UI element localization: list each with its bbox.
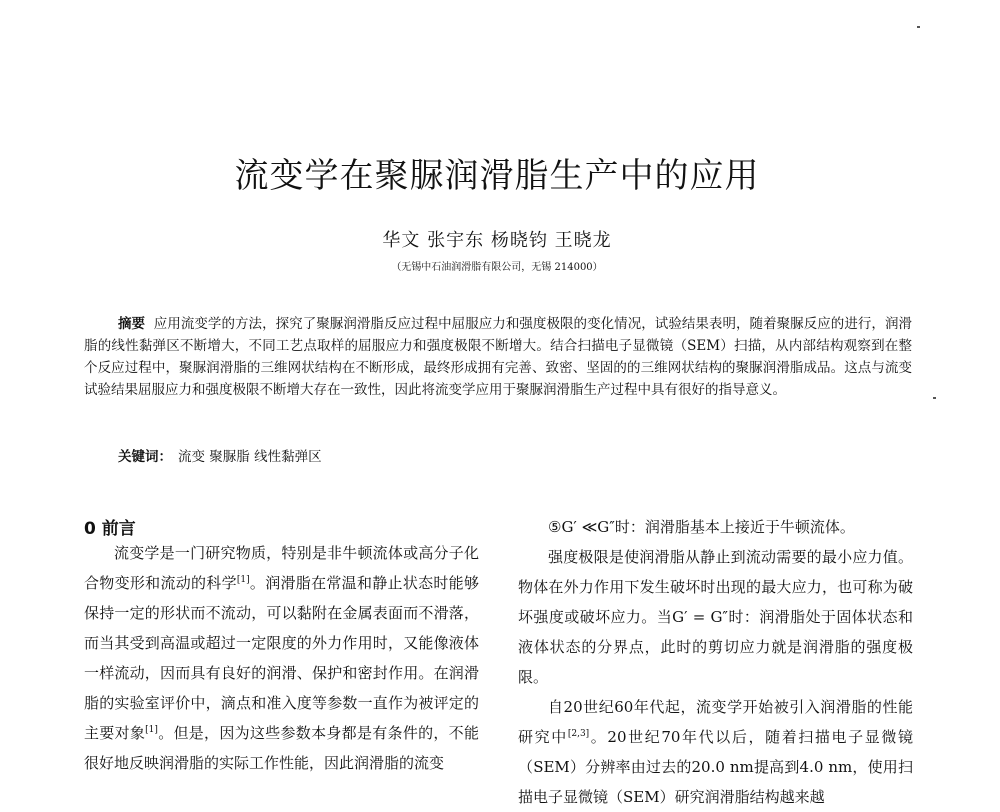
keywords-label: 关键词： — [118, 449, 172, 465]
keywords-text: 流变 聚脲脂 线性黏弹区 — [178, 449, 322, 465]
right-text-2: 。20世纪70年代以后，随着扫描电子显微镜（SEM）分辨率由过去的20.0 nm提高到4.0 nm，使用扫描电子显微镜（SEM）研究润滑脂结构越来越 — [518, 728, 913, 806]
left-text-2: 。润滑脂在常温和静止状态时能够保持一定的形状而不流动，可以黏附在金属表面而不滑落，而当其受到高温或超过一定限度的外力作用时，又能像液体一样流动，因而具有良好的润滑、保护和密封作用。在润滑脂的实验室评价中，滴点和准入度等参数一直作为被评定的主要对象 — [84, 574, 479, 742]
abstract-text: 应用流变学的方法，探究了聚脲润滑脂反应过程中屈服应力和强度极限的变化情况，试验结果表明，随着聚脲反应的进行，润滑脂的线性黏弹区不断增大，不同工艺点取样的屈服应力和强度极限不断增大。结合扫描电子显微镜（SEM）扫描，从内部结构观察到在整个反应过程中，聚脲润滑脂的三维网状结构在不断形成，最终形成拥有完善、致密、坚固的的三维网状结构的聚脲润滑脂成品。这点与流变试验结果屈服应力和强度极限不断增大存在一致性，因此将流变学应用于聚脲润滑脂生产过程中具有很好的指导意义。 — [84, 316, 913, 398]
right-paragraph-history — [518, 692, 913, 812]
scan-speck — [933, 397, 936, 399]
scan-speck — [917, 26, 920, 28]
right-paragraph-strength-limit: 强度极限是使润滑脂从静止到流动需要的最小应力值。物体在外力作用下发生破坏时出现的最大应力，也可称为破坏强度或破坏应力。当G′ = G″时：润滑脂处于固体状态和液体状态的分界点，此时的剪切应力就是润滑脂的强度极限。 — [518, 548, 913, 686]
left-text-1: 流变学是一门研究物质，特别是非牛顿流体或高分子化合物变形和流动的科学 — [84, 544, 479, 592]
abstract-label: 摘要 — [118, 316, 146, 332]
author-affiliation: （无锡中石油润滑脂有限公司，无锡 214000） — [391, 262, 603, 273]
list-item-5: ⑤G′ ≪G″时：润滑脂基本上接近于牛顿流体。 — [548, 518, 855, 536]
author-list: 华文 张宇东 杨晓钧 王晓龙 — [382, 230, 612, 251]
section-heading-introduction: 0 前言 — [84, 519, 136, 539]
abstract — [84, 313, 912, 401]
citation-ref: [1] — [145, 725, 158, 735]
right-column — [518, 512, 913, 812]
citation-ref: [2,3] — [567, 729, 590, 739]
citation-ref: [1] — [236, 575, 250, 585]
paper-title: 流变学在聚脲润滑脂生产中的应用 — [234, 156, 760, 196]
right-text-1: 自20世纪60年代起，流变学开始被引入润滑脂的性能研究中 — [518, 698, 913, 746]
left-text-3: 。但是，因为这些参数本身都是有条件的，不能很好地反映润滑脂的实际工作性能，因此润滑脂的流变 — [84, 724, 479, 772]
left-column-paragraph — [84, 538, 479, 778]
keywords — [118, 445, 322, 465]
